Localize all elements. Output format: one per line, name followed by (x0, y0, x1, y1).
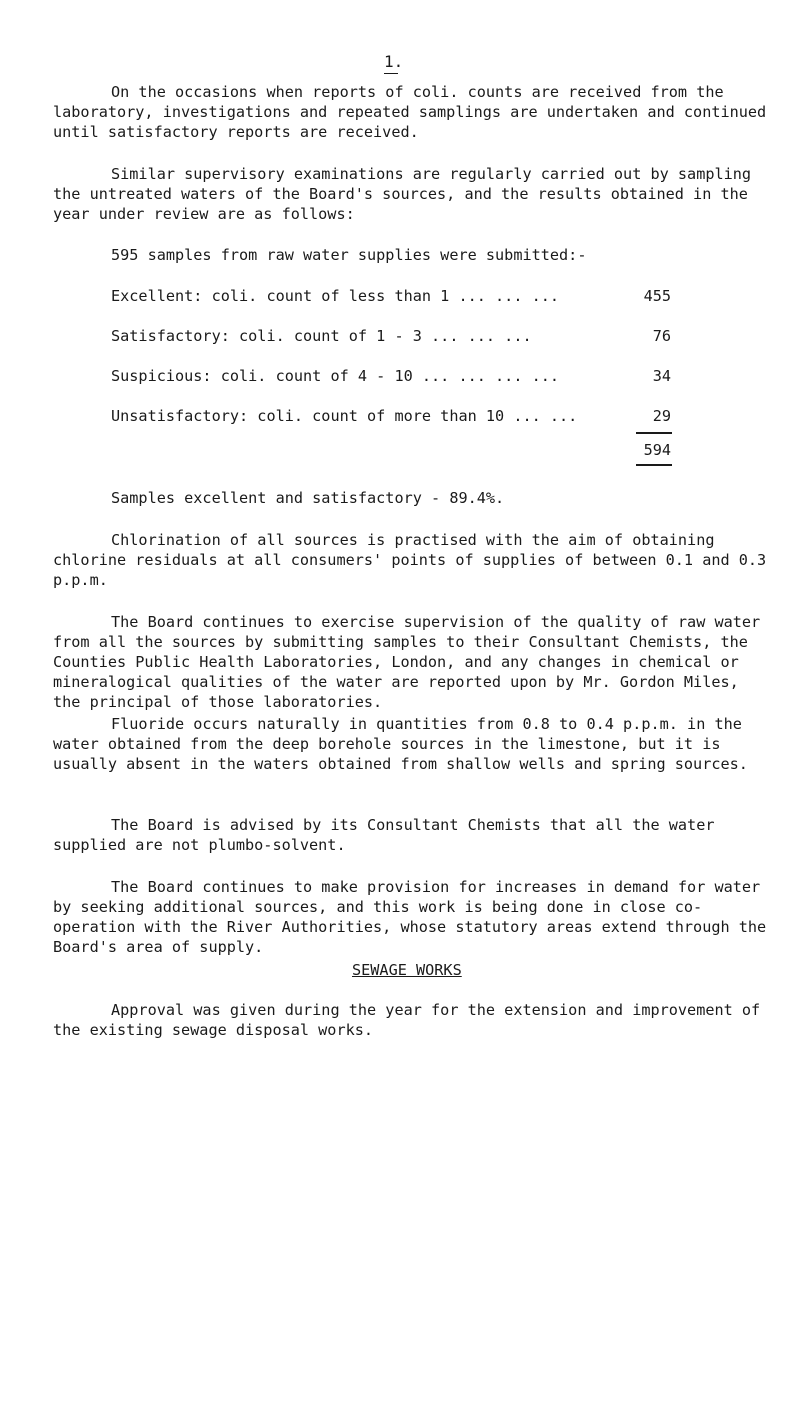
total-rule-bottom (636, 464, 672, 466)
excellent-summary: Samples excellent and satisfactory - 89.4%. (111, 489, 505, 507)
result-row-suspicious (111, 366, 671, 386)
total-rule-top (636, 432, 672, 434)
result-value: 29 (652, 407, 671, 425)
coli-occasions-paragraph: On the occasions when reports of coli. counts are received from the laboratory, investigations and repeated samplings are undertaken and continued until satisfactory reports are received. (53, 83, 767, 141)
plumbo-paragraph: The Board is advised by its Consultant Chemists that all the water supplied are not plumbo-solvent. (53, 816, 715, 854)
results-total: 594 (643, 441, 671, 459)
result-label: Suspicious: coli. count of 4 - 10 ... ... ... ... (111, 367, 560, 385)
sewage-approval-paragraph: Approval was given during the year for the extension and improvement of the existing sewage disposal works. (53, 1001, 761, 1039)
result-row-satisfactory (111, 326, 671, 346)
page-number: 1. (384, 52, 404, 71)
sewage-works-heading: SEWAGE WORKS (352, 961, 462, 979)
result-row-excellent (111, 286, 671, 306)
samples-intro: 595 samples from raw water supplies were submitted:- (111, 246, 587, 264)
fluoride-paragraph: Fluoride occurs naturally in quantities from 0.8 to 0.4 p.p.m. in the water obtained from the deep borehole sources in the limestone, but it is usually absent in the waters obtained from shallow wells and spring sources. (53, 715, 748, 773)
result-label: Unsatisfactory: coli. count of more than 10 ... ... (111, 407, 578, 425)
result-value: 34 (652, 367, 671, 385)
provision-paragraph: The Board continues to make provision for increases in demand for water by seeking additional sources, and this work is being done in close co-operation with the River Authorities, whose statutory areas extend through the Board's area of supply. (53, 878, 767, 956)
supervisory-paragraph: Similar supervisory examinations are regularly carried out by sampling the untreated waters of the Board's sources, and the results obtained in the year under review are as follows: (53, 165, 752, 223)
result-label: Satisfactory: coli. count of 1 - 3 ... ... ... (111, 327, 532, 345)
result-row-total (111, 440, 671, 460)
result-label: Excellent: coli. count of less than 1 ... ... ... (111, 287, 560, 305)
page-number-underline (384, 73, 398, 74)
supervision-quality-paragraph: The Board continues to exercise supervision of the quality of raw water from all the sources by submitting samples to their Consultant Chemists, the Counties Public Health Laboratories, London, and any changes in chemical or mineralogical qualities of the water are reported upon by Mr. Gordon Miles, the principal of those laboratories. (53, 613, 761, 711)
result-row-unsatisfactory (111, 406, 671, 426)
result-value: 455 (643, 287, 671, 305)
chlorination-paragraph: Chlorination of all sources is practised with the aim of obtaining chlorine residuals at all consumers' points of supplies of between 0.1 and 0.3 p.p.m. (53, 531, 767, 589)
result-value: 76 (652, 327, 671, 345)
